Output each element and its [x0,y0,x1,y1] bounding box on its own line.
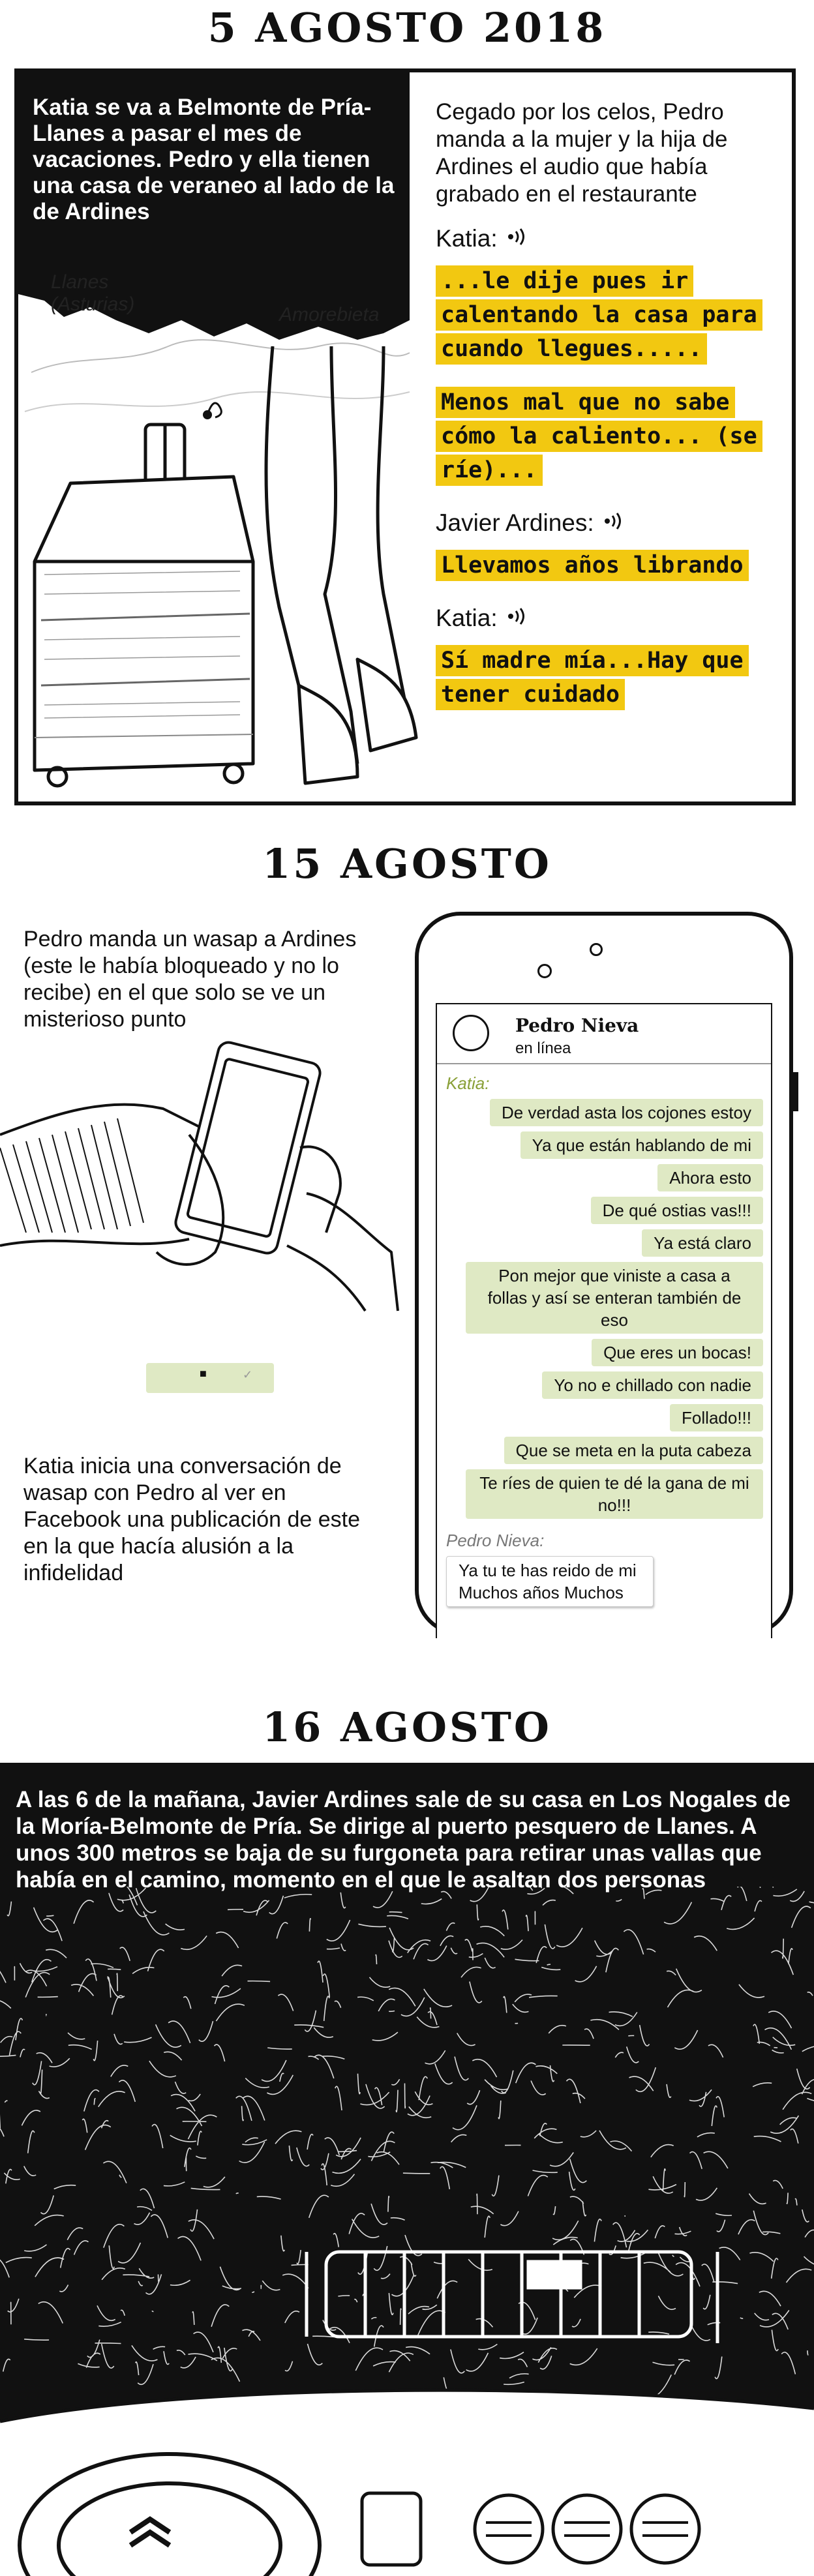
pedro-messages [437,1556,771,1607]
contact-name: Pedro Nieva [515,1015,639,1036]
narration-16-agosto: A las 6 de la mañana, Javier Ardines sale de su casa en Los Nogales de la Moría-Belmonte de Pría. Se dirige al puerto pesquero de Llanes. A unos 300 metros se baja de su furgoneta para retirar unas vallas que había en el camino, momento en el que le asaltan dos personas [16,1787,791,1893]
chat-message-out: Te ríes de quien te dé la gana de mi no!!! [466,1469,763,1519]
quote-katia-1: ...le dije pues ir calentando la casa para cuando llegues..... [436,265,762,365]
contact-status: en línea [515,1040,571,1057]
check-icon: ✓ [243,1368,253,1381]
chat-message-out: Ya está claro [642,1229,763,1257]
audio-waves-icon [507,225,529,252]
night-road-illustration [0,1887,814,2576]
phone-speaker [590,943,603,956]
speaker-katia-1 [436,225,788,252]
date-heading-2: 15 AGOSTO [262,840,552,888]
speaker-label: Katia: [436,225,498,252]
date-heading-1: 5 AGOSTO 2018 [207,4,607,52]
chat-message-out: De verdad asta los cojones estoy [490,1099,763,1126]
intro-text: Katia se va a Belmonte de Pría-Llanes a pasar el mes de vacaciones. Pedro y ella tienen una casa de veraneo al lado de la de Ardines [33,95,395,224]
speaker-ardines [436,509,788,537]
chat-message-out: Ya que están hablando de mi [520,1131,763,1159]
quote-ardines: Llevamos años librando [436,550,749,581]
phone-frame [415,912,793,1636]
audio-waves-icon [507,605,529,632]
dot-message: ■ [200,1367,207,1380]
audio-waves-icon [603,509,626,537]
map-label-amorebieta: Amorebieta [279,304,380,325]
katia-messages [437,1099,771,1519]
text-pedro-wasap: Pedro manda un wasap a Ardines (este le había bloqueado y no lo recibe) en el que solo se ve un misterioso punto [23,927,357,1032]
panel-5-agosto [14,68,796,805]
avatar[interactable] [453,1015,489,1051]
chat-message-out: Que se meta en la puta cabeza [504,1437,763,1464]
chat-message-in: Ya tu te has reido de mi Muchos años Muchos [446,1556,654,1607]
chat-screen [436,1003,772,1638]
phone-camera [537,964,552,978]
narration-text: Cegado por los celos, Pedro manda a la mujer y la hija de Ardines el audio que había grabado en el restaurante [436,99,728,207]
sender-label-pedro: Pedro Nieva: [446,1531,545,1550]
map-label-llanes: Llanes (Asturias) [51,271,135,315]
chat-message-out: Que eres un bocas! [592,1339,763,1366]
speaker-label: Javier Ardines: [436,509,594,536]
suitcase-illustration [18,346,423,803]
dot-message-bubble [146,1363,274,1393]
quote-katia-3: Sí madre mía...Hay que tener cuidado [436,645,749,710]
chat-message-out: Pon mejor que viniste a casa a follas y así se enteran también de eso [466,1262,763,1334]
chat-message-out: De qué ostias vas!!! [591,1197,763,1224]
phone-side-button [793,1072,798,1111]
chat-header [437,1004,771,1064]
sender-label-katia: Katia: [446,1073,490,1093]
hand-phone-illustration [0,1037,404,1324]
chat-message-out: Ahora esto [657,1164,763,1191]
chat-message-out: Follado!!! [670,1404,763,1431]
chat-message-out: Yo no e chillado con nadie [542,1371,763,1399]
date-heading-3: 16 AGOSTO [262,1703,552,1751]
text-katia-inicia: Katia inicia una conversación de wasap con Pedro al ver en Facebook una publicación de este en la que hacía alusión a la infidelidad [23,1454,361,1585]
speaker-katia-2 [436,605,788,632]
quote-katia-2: Menos mal que no sabe cómo la caliento... (se ríe)... [436,387,762,486]
dialogue-column [436,98,788,711]
speaker-label: Katia: [436,605,498,631]
panel-16-agosto [0,1763,814,2576]
